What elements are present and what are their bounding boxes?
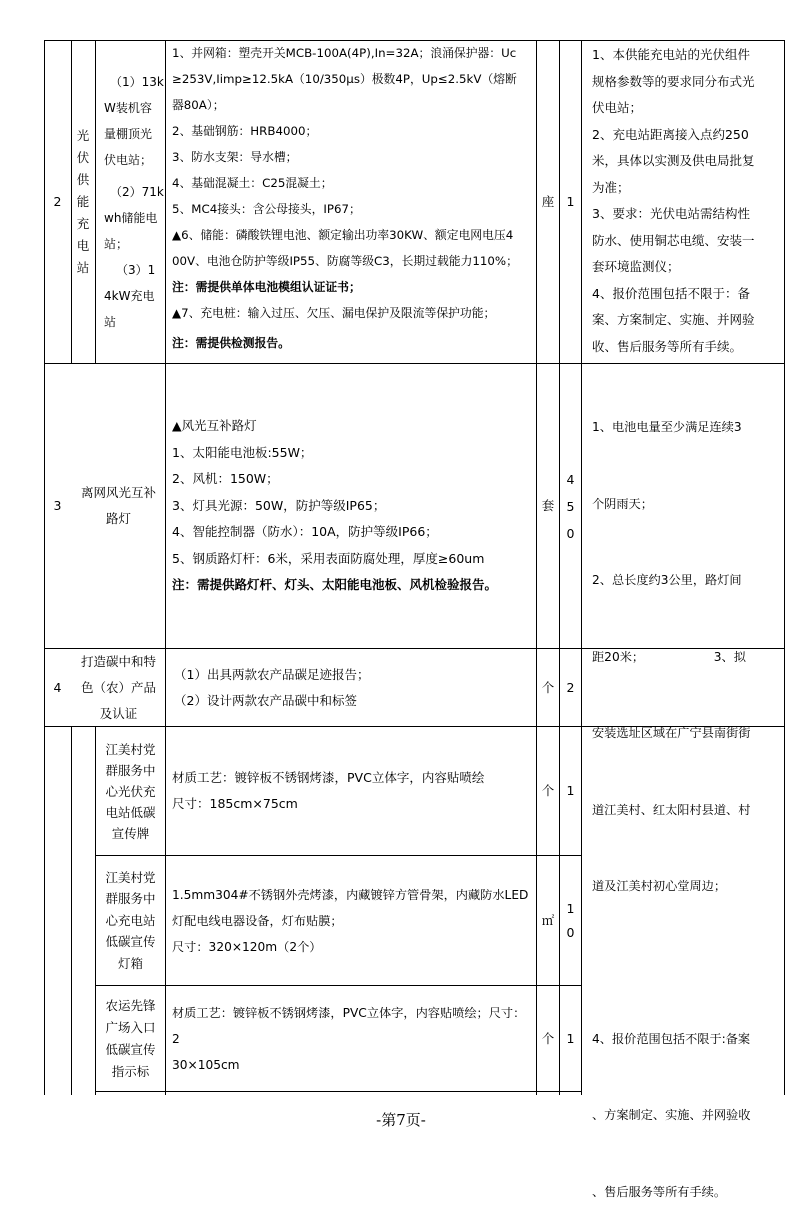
- qty-char: 0: [566, 924, 575, 940]
- spec-line: 尺寸：185cm×75cm: [172, 796, 298, 811]
- row-2-unit: [537, 40, 559, 363]
- row-3-name: [72, 364, 165, 648]
- row-4-unit: [537, 649, 559, 726]
- spec-line: 材质工艺：镀锌板不锈钢烤漆，PVC立体字，内容贴喷绘: [172, 770, 485, 785]
- name-line: 离网风光互补: [80, 485, 156, 500]
- row-divider: [95, 1091, 581, 1092]
- remarks-line: 2、总长度约3公里，路灯间: [592, 573, 742, 587]
- unit-text: 座: [541, 193, 555, 209]
- remarks-line: 伏电站；: [592, 100, 643, 115]
- spec-line: 尺寸：320×120m（2个）: [172, 939, 322, 954]
- unit-text: 个: [541, 783, 555, 798]
- name-line: 色（农）产品: [80, 679, 156, 695]
- name-line: 量棚顶光: [104, 126, 153, 141]
- name-line: 伏电站；: [104, 152, 153, 167]
- spec-line: 材质工艺：镀锌板不锈钢烤漆，PVC立体字，内容贴喷绘；尺寸：2: [172, 1005, 526, 1046]
- category-char: 站: [76, 259, 90, 275]
- spec-line: 00V、电池仓防护等级IP55、防腐等级C3，长期过载能力110%；: [172, 254, 518, 268]
- row-3-qty: [560, 364, 581, 648]
- name-line: 低碳宣传: [105, 1041, 156, 1057]
- remarks-line: 2、充电站距离接入点约250: [592, 126, 749, 142]
- spec-line: 2、基础钢筋：HRB4000；: [172, 124, 318, 138]
- col-divider: [784, 40, 785, 1095]
- spec-line: 灯配电线电器设备，灯布贴膜；: [172, 913, 343, 928]
- spec-line: ▲7、充电桩：输入过压、欠压、漏电保护及限流等保护功能；: [172, 306, 496, 320]
- remarks-line: 1、本供能充电站的光伏组件: [592, 47, 750, 62]
- subrow-b-spec: [166, 856, 536, 985]
- spec-line: ▲风光互补路灯: [172, 418, 257, 434]
- row-4-name: [72, 649, 165, 726]
- remarks-line: 规格参数等的要求同分布式光: [592, 73, 755, 89]
- category-char: 供: [76, 171, 90, 187]
- name-line: 心充电站: [105, 912, 156, 928]
- name-line: 群服务中: [105, 762, 156, 778]
- spec-line: 器80A）；: [172, 98, 225, 112]
- name-line: 群服务中: [105, 891, 156, 907]
- subrow-a-name: [96, 727, 165, 855]
- row-2-spec: [166, 40, 536, 363]
- spec-line: （1）出具两款农产品碳足迹报告；: [174, 666, 370, 682]
- row-2-category: [71, 40, 95, 363]
- index-text: 3: [53, 498, 62, 513]
- name-line: 广场入口: [105, 1019, 156, 1035]
- spec-line: 3、防水支架：导水槽；: [172, 150, 298, 164]
- name-line: （3）1: [116, 262, 156, 277]
- name-line: 路灯: [105, 511, 131, 526]
- subrow-b-unit: [537, 856, 559, 985]
- row-3-remarks: [582, 364, 784, 1199]
- remarks-line: 道及江美村初心堂周边；: [592, 879, 727, 893]
- name-line: W装机容: [104, 100, 152, 115]
- qty-char: 5: [566, 498, 575, 514]
- qty-char: 2: [566, 679, 575, 695]
- spec-line: 1.5mm304#不锈钢外壳烤漆，内藏镀锌方管骨架，内藏防水LED: [172, 887, 529, 902]
- category-char: 充: [76, 215, 90, 231]
- row-4-spec: [166, 649, 536, 726]
- unit-text: 个: [541, 679, 555, 695]
- name-line: 及认证: [99, 705, 138, 721]
- qty-char: 4: [566, 471, 575, 487]
- remarks-line: 3、要求：光伏电站需结构性: [592, 206, 750, 221]
- subrow-b-qty: [560, 856, 581, 985]
- unit-text: 套: [541, 498, 555, 513]
- category-char: 电: [76, 237, 90, 253]
- subrow-c-unit: [537, 986, 559, 1091]
- spec-line: （2）设计两款农产品碳中和标签: [174, 692, 357, 708]
- unit-text: ㎡: [541, 912, 555, 928]
- row-2-remarks: [582, 40, 784, 363]
- name-line: 江美村党: [105, 741, 156, 757]
- remarks-line: 道江美村、红太阳村县道、村: [592, 802, 751, 817]
- name-line: 低碳宣传: [105, 934, 156, 950]
- qty-char: 1: [566, 783, 575, 798]
- remarks-line: 4、报价范围包括不限于:备案: [592, 1031, 751, 1046]
- name-line: （1）13k: [110, 74, 164, 89]
- row-4-index: [44, 649, 71, 726]
- qty-char: 0: [566, 525, 575, 541]
- spec-note: 注：需提供路灯杆、灯头、太阳能电池板、风机检验报告。: [172, 577, 498, 593]
- subrow-a-spec: [166, 727, 536, 855]
- index-text: 2: [53, 193, 62, 209]
- row-3-index: [44, 364, 71, 648]
- name-line: 心光伏充: [105, 783, 156, 799]
- row-2-qty: [560, 40, 581, 363]
- unit-text: 个: [541, 1030, 555, 1046]
- remarks-line: 、售后服务等所有手续。: [592, 1184, 727, 1199]
- name-line: （2）71k: [110, 184, 164, 199]
- name-line: 4kW充电: [104, 288, 155, 303]
- name-line: wh储能电: [104, 210, 158, 225]
- col-divider: [71, 726, 72, 1095]
- remarks-line: 案、方案制定、实施、并网验: [592, 312, 755, 327]
- category-char: 能: [76, 193, 90, 209]
- name-line: 打造碳中和特: [80, 653, 156, 669]
- spec-line: ≥253V,Iimp≥12.5kA（10/350μs）极数4P，Up≤2.5kV（熔断: [172, 72, 517, 86]
- spec-line: 4、基础混凝土：C25混凝土；: [172, 176, 333, 190]
- qty-char: 1: [566, 1030, 575, 1046]
- remarks-line: 为准；: [592, 179, 630, 195]
- name-line: 指示标: [111, 1063, 150, 1079]
- subrow-a-qty: [560, 727, 581, 855]
- row-3-spec: [166, 364, 536, 648]
- qty-char: 1: [566, 193, 575, 209]
- spec-line: ▲6、储能：磷酸铁锂电池、额定输出功率30KW、额定电网电压4: [172, 228, 514, 242]
- spec-note: 注：需提供单体电池模组认证证书；: [172, 280, 361, 294]
- remarks-line: 、方案制定、实施、并网验收: [592, 1108, 751, 1122]
- row-3-unit: [537, 364, 559, 648]
- page-number: -第7页-: [376, 1111, 426, 1129]
- remarks-line: [592, 951, 780, 976]
- remarks-line: 4、报价范围包括不限于：备: [592, 285, 750, 301]
- qty-char: 1: [566, 900, 575, 916]
- row-2-index: [44, 40, 71, 363]
- spec-line: 5、MC4接头：含公母接头，IP67；: [172, 202, 361, 216]
- category-char: 伏: [76, 149, 90, 165]
- category-char: 光: [76, 127, 90, 143]
- name-line: 站: [104, 314, 117, 329]
- subrow-b-name: [96, 856, 165, 985]
- spec-line: 1、太阳能电池板:55W；: [172, 444, 313, 460]
- name-line: 宣传牌: [111, 825, 150, 841]
- remarks-line: 个阴雨天；: [592, 496, 653, 511]
- subrow-a-unit: [537, 727, 559, 855]
- subrow-c-name: [96, 986, 165, 1091]
- spec-line: 5、钢质路灯杆：6米，采用表面防腐处理，厚度≥60um: [172, 550, 485, 566]
- spec-line: 2、风机：150W；: [172, 471, 279, 487]
- remarks-line: 1、电池电量至少满足连续3: [592, 420, 742, 434]
- spec-note: 注：需提供检测报告。: [172, 336, 290, 350]
- name-line: 灯箱: [117, 955, 143, 971]
- subrow-c-qty: [560, 986, 581, 1091]
- remarks-line: 距20米； 3、拟: [592, 649, 746, 664]
- name-line: 电站低碳: [105, 804, 156, 820]
- name-line: 江美村党: [105, 869, 156, 885]
- index-text: 4: [53, 679, 62, 695]
- spec-line: 4、智能控制器（防水）：10A，防护等级IP66；: [172, 524, 438, 540]
- name-line: 站；: [104, 236, 129, 251]
- remarks-line: 套环境监测仪；: [592, 259, 680, 274]
- spec-line: 1、并网箱：塑壳开关MCB-100A(4P),In=32A；浪涌保护器：Uc: [172, 46, 517, 60]
- remarks-line: 安装选址区域在广宁县南街街: [592, 726, 751, 740]
- remarks-line: 米，具体以实测及供电局批复: [592, 153, 755, 168]
- remarks-line: 防水、使用铜芯电缆、安装一: [592, 232, 755, 248]
- row-2-name: [96, 40, 165, 363]
- subrow-c-spec: [166, 986, 536, 1091]
- remarks-line: 收、售后服务等所有手续。: [592, 338, 743, 354]
- spec-line: 30×105cm: [172, 1057, 240, 1072]
- row-4-qty: [560, 649, 581, 726]
- name-line: 农运先锋: [105, 997, 156, 1013]
- spec-line: 3、灯具光源：50W，防护等级IP65；: [172, 497, 386, 513]
